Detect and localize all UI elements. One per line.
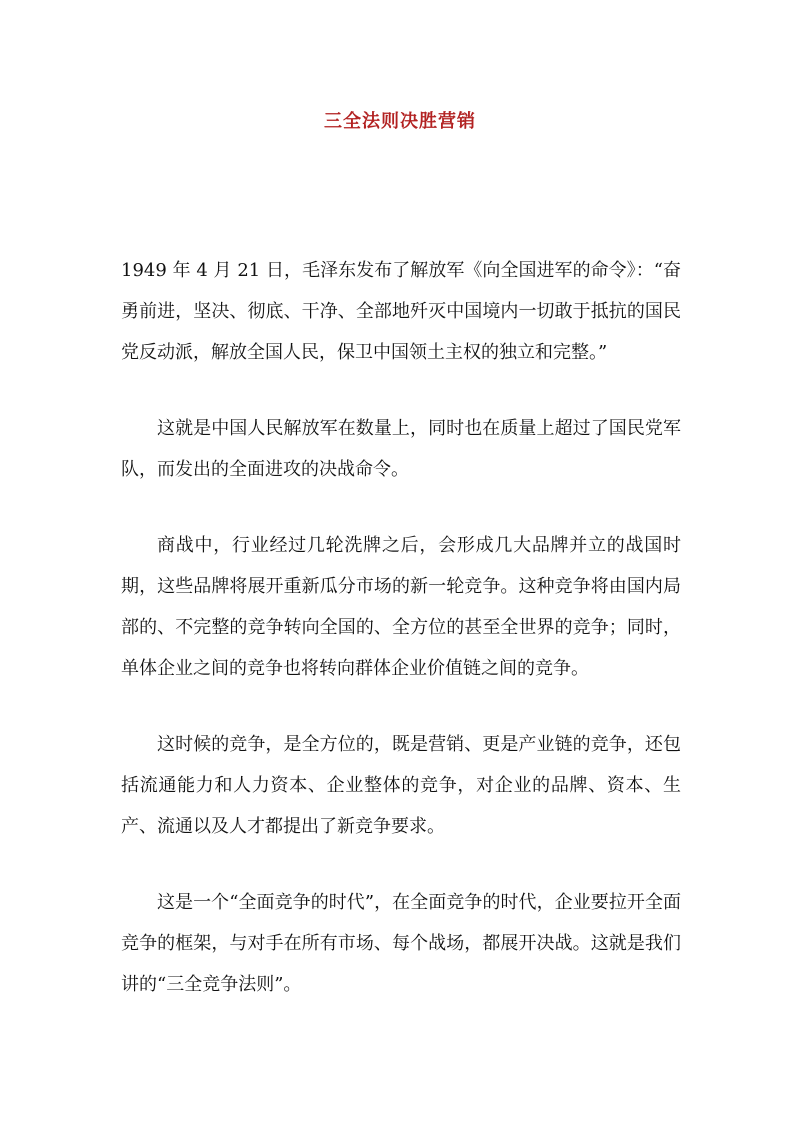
paragraph-1: 1949 年 4 月 21 日，毛泽东发布了解放军《向全国进军的命令》：“奋勇前进，坚决、彻底、干净、全部地歼灭中国境内一切敢于抵抗的国民党反动派，解放全国人民，保卫中国领土主权的独立和完整。” — [121, 260, 681, 363]
paragraph-2: 这就是中国人民解放军在数量上，同时也在质量上超过了国民党军队，而发出的全面进攻的决战命令。 — [121, 418, 681, 480]
paragraph-5: 这是一个“全面竞争的时代”，在全面竞争的时代，企业要拉开全面竞争的框架，与对手在所有市场、每个战场，都展开决战。这就是我们讲的“三全竞争法则”。 — [121, 892, 681, 995]
paragraph-4: 这时候的竞争，是全方位的，既是营销、更是产业链的竞争，还包括流通能力和人力资本、企业整体的竞争，对企业的品牌、资本、生产、流通以及人才都提出了新竞争要求。 — [121, 734, 681, 837]
paragraph-3: 商战中，行业经过几轮洗牌之后，会形成几大品牌并立的战国时期，这些品牌将展开重新瓜分市场的新一轮竞争。这种竞争将由国内局部的、不完整的竞争转向全国的、全方位的甚至全世界的竞争；同时，单体企业之间的竞争也将转向群体企业价值链之间的竞争。 — [121, 535, 681, 679]
document-body — [121, 250, 681, 1040]
document-title: 三全法则决胜营销 — [324, 111, 476, 132]
